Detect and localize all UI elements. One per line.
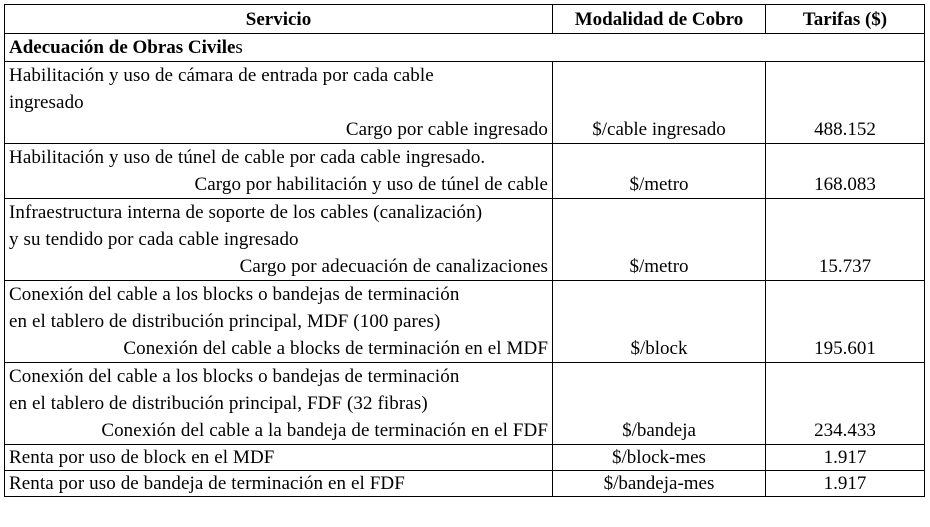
header-rates: Tarifas ($) [766,5,925,34]
section-title-bold: Adecuación de Obras Civile [9,37,236,58]
section-row [5,34,925,62]
modality-cell: $/bandeja-mes [553,471,766,497]
rate-cell: 195.601 [766,281,925,363]
table-row [5,144,925,199]
header-service: Servicio [5,5,553,34]
charge-label: Cargo por cable ingresado [345,119,548,140]
service-description-line: Conexión del cable a los blocks o bandejas de terminación [9,284,460,305]
service-description-line: ingresado [9,92,84,113]
charge-label: Conexión del cable a la bandeja de terminación en el FDF [101,420,548,441]
service-description-line: Habilitación y uso de cámara de entrada por cada cable [9,65,434,86]
service-description-line: en el tablero de distribución principal, FDF (32 fibras) [9,393,428,414]
service-cell [5,144,553,199]
rate-cell: 234.433 [766,363,925,445]
modality-cell: $/metro [553,199,766,281]
table-row [5,281,925,363]
tariff-table [4,4,925,497]
rate-cell: 488.152 [766,62,925,144]
service-description-line: Conexión del cable a los blocks o bandejas de terminación [9,366,460,387]
modality-cell: $/metro [553,144,766,199]
table-row [5,445,925,471]
charge-label: Conexión del cable a blocks de terminación en el MDF [123,338,548,359]
modality-cell: $/cable ingresado [553,62,766,144]
rate-cell: 1.917 [766,445,925,471]
service-description-line: y su tendido por cada cable ingresado [9,229,299,250]
section-title [5,34,925,62]
charge-label: Cargo por habilitación y uso de túnel de cable [194,174,548,195]
section-title-tail: s [235,37,243,58]
modality-cell: $/block [553,281,766,363]
service-description-line: en el tablero de distribución principal, MDF (100 pares) [9,311,441,332]
service-description-line: Habilitación y uso de túnel de cable por cada cable ingresado. [9,147,486,168]
charge-label: Cargo por adecuación de canalizaciones [239,256,548,277]
service-description-line: Infraestructura interna de soporte de los cables (canalización) [9,202,483,223]
rate-cell: 168.083 [766,144,925,199]
table-row [5,471,925,497]
header-row [5,5,925,34]
table-row [5,363,925,445]
service-cell [5,281,553,363]
table-row [5,62,925,144]
modality-cell: $/bandeja [553,363,766,445]
header-modality: Modalidad de Cobro [553,5,766,34]
service-cell [5,62,553,144]
rate-cell: 1.917 [766,471,925,497]
service-cell [5,199,553,281]
modality-cell: $/block-mes [553,445,766,471]
rate-cell: 15.737 [766,199,925,281]
service-cell: Renta por uso de block en el MDF [5,445,553,471]
service-cell [5,363,553,445]
table-row [5,199,925,281]
service-cell: Renta por uso de bandeja de terminación en el FDF [5,471,553,497]
